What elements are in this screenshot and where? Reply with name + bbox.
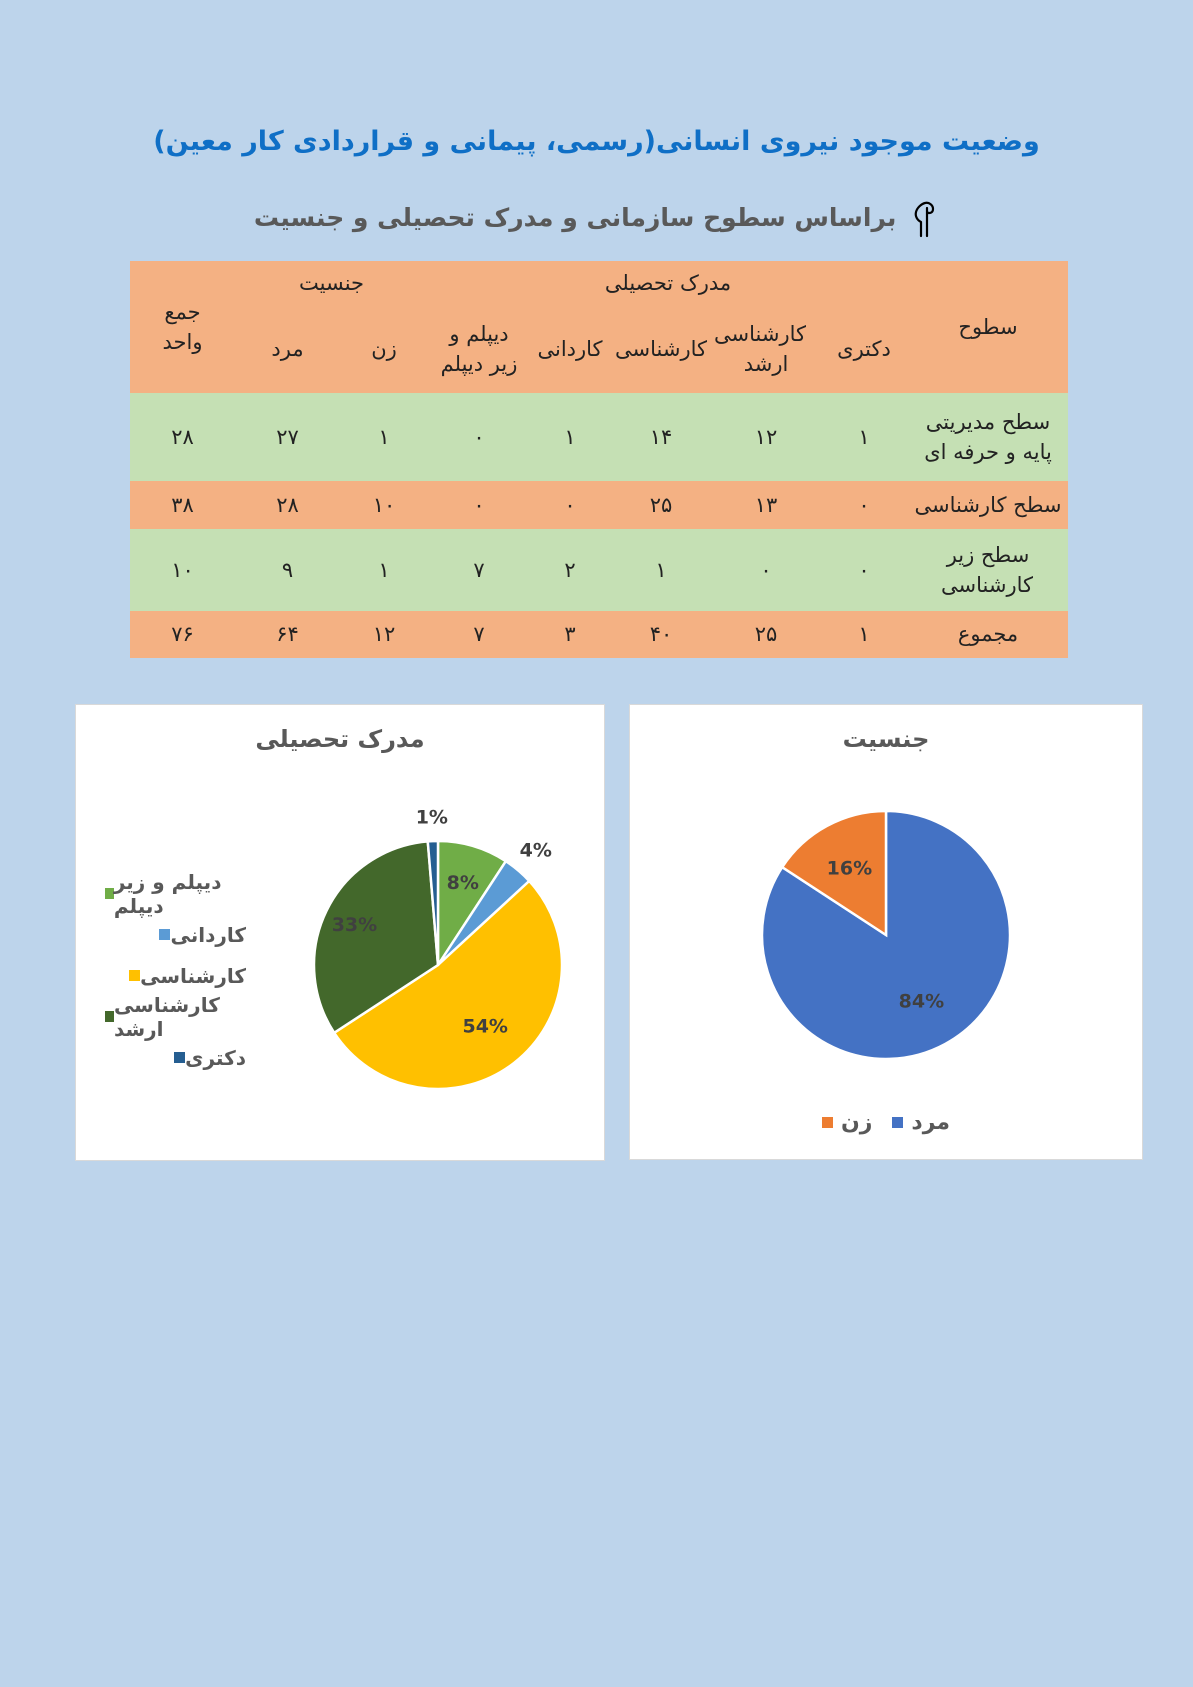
header-masters-label: کارشناسی ارشد (714, 321, 807, 376)
cell-bachelor: ۲۵ (649, 492, 673, 517)
legend-swatch (105, 1011, 114, 1022)
cell-masters: ۲۵ (754, 622, 778, 647)
cell-masters: ۱۳ (754, 492, 778, 517)
legend-swatch (822, 1117, 833, 1128)
legend-label: دیپلم و زیر دیپلم (113, 869, 222, 918)
pie-data-label: 4% (519, 839, 552, 862)
cell-diploma: ۰ (473, 492, 485, 517)
cell-male: ۲۷ (276, 424, 299, 449)
pointing-hand-icon (911, 200, 939, 238)
pie-data-label: 84% (898, 990, 945, 1013)
legend-item (98, 955, 246, 996)
cell-total: ۱۰ (171, 557, 194, 582)
cell-diploma: ۷ (473, 557, 485, 582)
cell-bachelor: ۴۰ (649, 622, 673, 647)
header-female: زن (371, 336, 397, 361)
legend-item (98, 1037, 246, 1078)
header-masters (712, 305, 820, 393)
cell-total: ۳۸ (171, 492, 194, 517)
cell-phd: ۱ (858, 424, 870, 449)
table-row (130, 393, 1068, 481)
header-total (130, 261, 235, 393)
pie-data-label: 1% (415, 806, 448, 829)
legend-label: کاردانی (170, 922, 246, 947)
education-chart-title: مدرک تحصیلی (255, 725, 425, 753)
cell-diploma: ۰ (473, 424, 485, 449)
gender-chart-title: جنسیت (842, 725, 930, 753)
cell-female: ۱ (378, 557, 390, 582)
pie-data-label: 33% (331, 914, 378, 937)
cell-associate: ۳ (564, 622, 576, 647)
header-associate: کاردانی (537, 336, 603, 361)
cell-bachelor: ۱ (655, 557, 667, 582)
cell-total: ۷۶ (171, 622, 194, 647)
pie-data-label: 16% (826, 857, 873, 880)
header-education-group: مدرک تحصیلی (604, 270, 732, 295)
cell-associate: ۱ (564, 424, 576, 449)
legend-swatch (159, 929, 170, 940)
legend-label: کارشناسی (140, 963, 246, 988)
table-row (130, 481, 1068, 529)
cell-masters: ۰ (760, 557, 772, 582)
legend-item (98, 869, 246, 918)
pie-data-label: 8% (446, 871, 479, 894)
table-row (130, 529, 1068, 611)
pie-data-label: 54% (462, 1015, 508, 1038)
header-phd: دکتری (837, 336, 891, 361)
cell-female: ۱۰ (372, 492, 396, 517)
legend-swatch (129, 970, 140, 981)
cell-level: مجموع (957, 622, 1019, 647)
cell-diploma: ۷ (473, 622, 485, 647)
gender-chart-panel (629, 704, 1143, 1160)
education-chart-panel (75, 704, 605, 1161)
cell-level-text: سطح مدیریتی پایه و حرفه ای (924, 409, 1052, 464)
subtitle-text: براساس سطوح سازمانی و مدرک تحصیلی و جنسیت (253, 203, 897, 232)
legend-swatch (892, 1117, 903, 1128)
header-gender-group: جنسیت (299, 270, 365, 295)
cell-associate: ۰ (564, 492, 576, 517)
section-subtitle (0, 200, 1193, 238)
cell-level (908, 529, 1068, 611)
header-diploma (428, 305, 530, 393)
cell-level (908, 393, 1068, 481)
cell-associate: ۲ (564, 557, 576, 582)
legend-label: زن (840, 1110, 873, 1135)
legend-item (98, 914, 246, 955)
cell-male: ۲۸ (276, 492, 299, 517)
table-header-row (130, 261, 1068, 305)
cell-male: ۶۴ (276, 622, 299, 647)
header-male: مرد (271, 336, 304, 361)
legend-swatch (105, 888, 114, 899)
staff-table (130, 261, 1068, 658)
legend-item (892, 1110, 950, 1135)
cell-level: سطح کارشناسی (914, 492, 1062, 517)
header-total-label: جمع واحد (162, 299, 203, 354)
header-levels: سطوح (958, 314, 1018, 339)
cell-masters: ۱۲ (754, 424, 778, 449)
cell-phd: ۱ (858, 622, 870, 647)
cell-phd: ۰ (858, 492, 870, 517)
cell-phd: ۰ (858, 557, 870, 582)
cell-level-text: سطح زیر کارشناسی (941, 542, 1034, 597)
cell-female: ۱ (378, 424, 390, 449)
table-row-total (130, 611, 1068, 658)
cell-bachelor: ۱۴ (649, 424, 673, 449)
legend-label: کارشناسی ارشد (113, 992, 220, 1041)
legend-swatch (174, 1052, 185, 1063)
cell-total: ۲۸ (171, 424, 194, 449)
cell-female: ۱۲ (372, 622, 396, 647)
gender-pie-chart (630, 705, 1142, 1159)
legend-label: دکتری (185, 1045, 246, 1070)
header-diploma-label: دیپلم و زیر دیپلم (440, 321, 518, 376)
legend-item (98, 992, 246, 1041)
legend-label: مرد (911, 1110, 951, 1135)
page-title: وضعیت موجود نیروی انسانی(رسمی، پیمانی و قراردادی کار معین) (153, 126, 1040, 157)
legend-item (822, 1110, 872, 1135)
education-legend (98, 869, 246, 1078)
header-bachelor: کارشناسی (615, 336, 707, 361)
gender-legend (630, 1109, 1142, 1135)
cell-male: ۹ (281, 557, 294, 582)
